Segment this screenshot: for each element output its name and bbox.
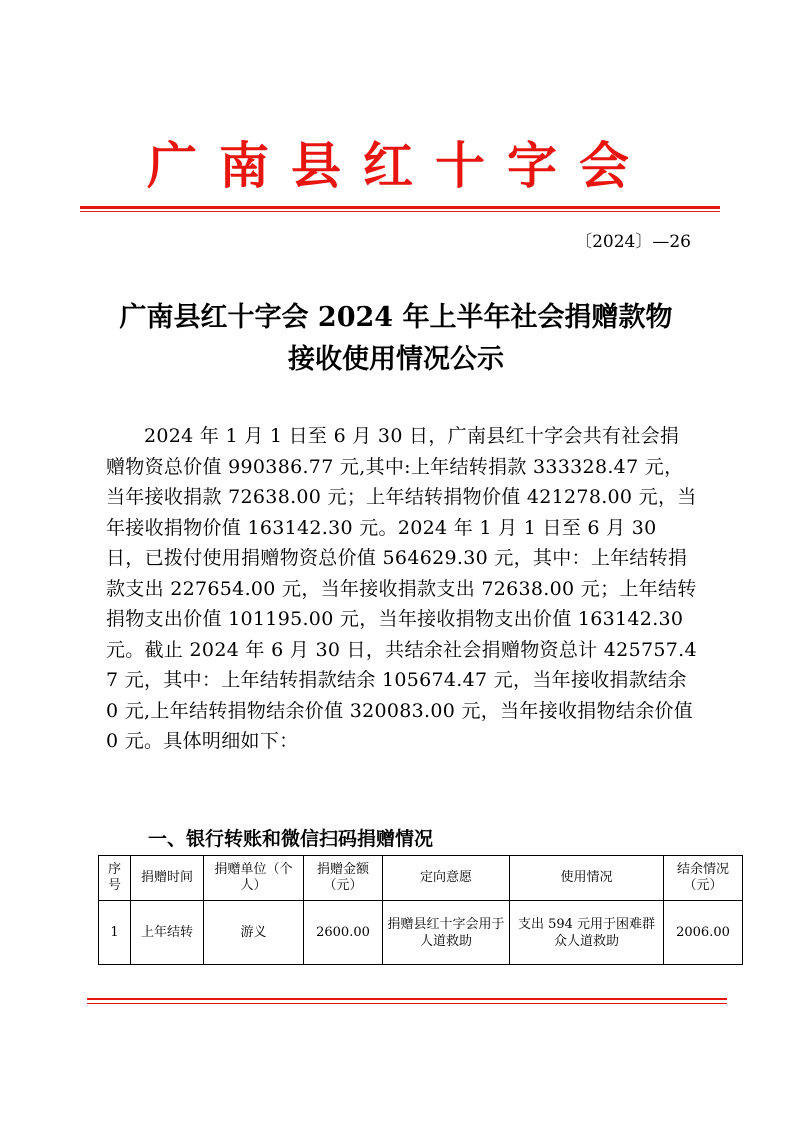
cell-donor: 游义 — [204, 901, 304, 965]
table-row — [99, 901, 743, 965]
cell-usage: 支出 594 元用于困难群众人道救助 — [510, 901, 664, 965]
title-line-1: 广南县红十字会 2024 年上半年社会捐赠款物 — [119, 302, 673, 333]
masthead-red-rule-thick — [80, 206, 720, 209]
header-cell-usage: 使用情况 — [510, 856, 664, 901]
cell-index: 1 — [99, 901, 131, 965]
header-cell-intent: 定向意愿 — [383, 856, 510, 901]
body-text — [106, 421, 698, 757]
donation-table — [98, 855, 743, 965]
masthead-org-name: 广南县红十字会 — [147, 137, 651, 195]
footer-red-rule-thick — [87, 998, 727, 1000]
cell-amount: 2600.00 — [304, 901, 383, 965]
cell-date: 上年结转 — [131, 901, 204, 965]
header-cell-amount: 捐赠金额（元） — [304, 856, 383, 901]
section-heading: 一、银行转账和微信扫码捐赠情况 — [148, 828, 434, 850]
masthead-red-rule-thin — [80, 211, 720, 212]
footer-red-rule-thin — [87, 1003, 727, 1004]
header-cell-index: 序号 — [99, 856, 131, 901]
table-header-row — [99, 856, 743, 901]
header-cell-date: 捐赠时间 — [131, 856, 204, 901]
document-title — [80, 297, 712, 381]
document-number: 〔2024〕—26 — [575, 232, 691, 252]
body-paragraph: 2024 年 1 月 1 日至 6 月 30 日，广南县红十字会共有社会捐赠物资总价值 990386.77 元,其中:上年结转捐款 333328.47 元，当年接收捐款 72638.00 元；上年结转捐物价值 421278.00 元，当年接收捐物价值 163142.30 元。2024 年 1 月 1 日至 6 月 30 日，已拨付使用捐赠物资总价值 564629.30 元，其中：上年结转捐款支出 227654.00 元，当年接收捐款支出 72638.00 元；上年结转捐物支出价值 101195.00 元，当年接收捐物支出价值 163142.30 元。截止 2024 年 6 月 30 日，共结余社会捐赠物资总计 425757.47 元，其中：上年结转捐款结余 105674.47 元，当年接收捐款结余 0 元,上年结转捐物结余价值 320083.00 元，当年接收捐物结余价值 0 元。具体明细如下： — [106, 425, 697, 752]
title-line-2: 接收使用情况公示 — [288, 344, 504, 375]
header-cell-balance: 结余情况（元） — [664, 856, 743, 901]
cell-balance: 2006.00 — [664, 901, 743, 965]
header-cell-donor: 捐赠单位（个人） — [204, 856, 304, 901]
cell-intent: 捐赠县红十字会用于人道救助 — [383, 901, 510, 965]
